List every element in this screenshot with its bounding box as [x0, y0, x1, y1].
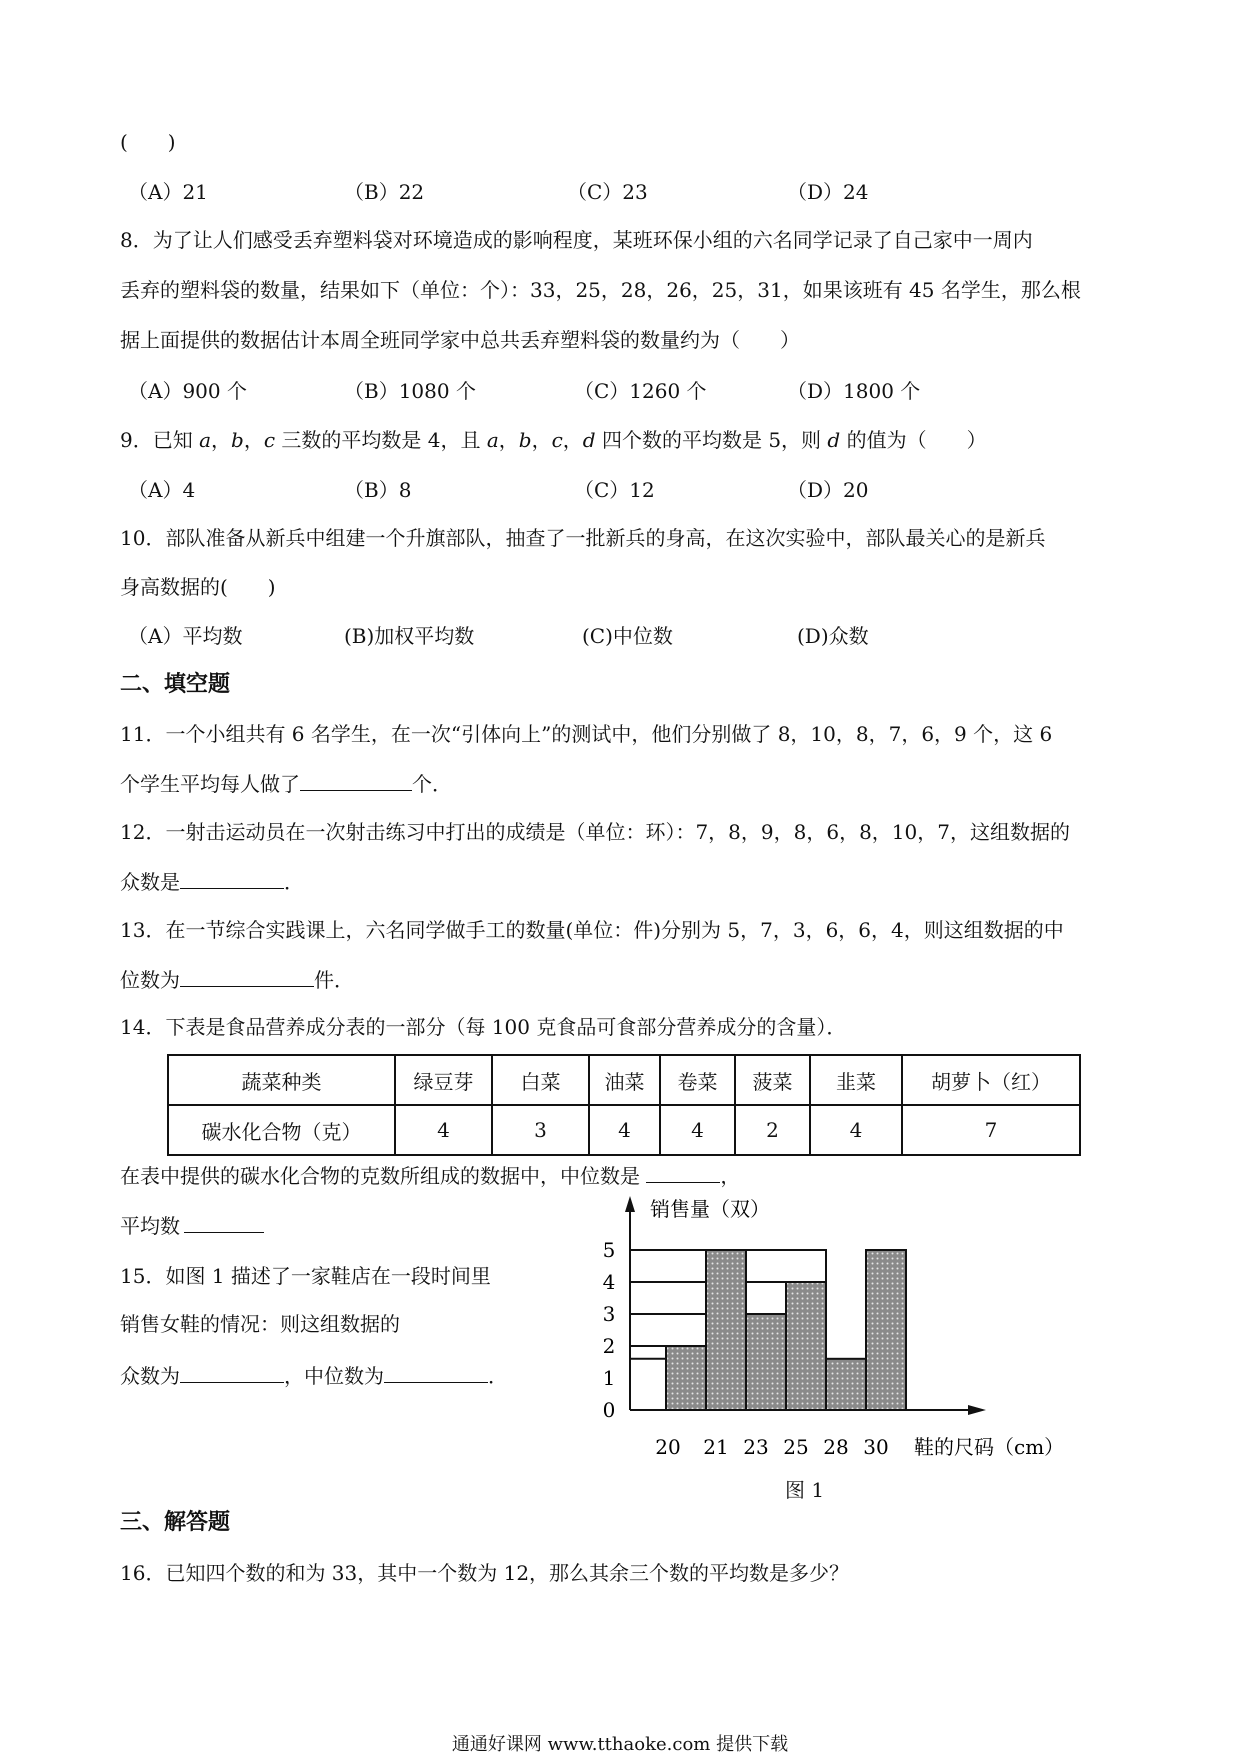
q9-option-c: （C）12 — [574, 478, 655, 502]
q9-line: 9．已知 a，b，c 三数的平均数是 4，且 a，b，c，d 四个数的平均数是 5，则 d 的值为（ ） — [120, 428, 987, 452]
chart-y-ticks — [603, 1238, 616, 1422]
q7-bracket: ( ) — [120, 130, 176, 154]
chart-bar — [746, 1314, 786, 1410]
chart-bar — [786, 1282, 826, 1410]
q8-option-c: （C）1260 个 — [574, 379, 707, 403]
chart-bar — [826, 1359, 866, 1410]
chart-bar — [666, 1346, 706, 1410]
q8-line-2: 丢弃的塑料袋的数量，结果如下（单位：个）：33，25，28，26，25，31，如果该班有 45 名学生，那么根 — [120, 278, 1081, 302]
section-heading-solve: 三、解答题 — [120, 1510, 231, 1535]
q10-line-2: 身高数据的( ) — [120, 575, 276, 599]
chart-bar — [706, 1250, 746, 1410]
chart-bar — [866, 1250, 906, 1410]
y-tick-label: 3 — [602, 1302, 616, 1326]
q7-option-c: （C）23 — [567, 180, 648, 204]
q13-line-1: 13．在一节综合实践课上，六名同学做手工的数量(单位：件)分别为 5，7，3，6，6，4，则这组数据的中 — [120, 918, 1064, 942]
answer-blank — [646, 1160, 720, 1183]
table-cell: 4 — [395, 1105, 492, 1155]
table-cell: 2 — [735, 1105, 810, 1155]
table-cell: 3 — [492, 1105, 589, 1155]
page-footer: 通通好课网 www.tthaoke.com 提供下载 — [451, 1734, 789, 1755]
section-heading-fill-blank: 二、填空题 — [120, 672, 231, 697]
y-tick-label: 4 — [602, 1270, 616, 1294]
q7-option-a: （A）21 — [128, 180, 208, 204]
q10-line-1: 10．部队准备从新兵中组建一个升旗部队，抽查了一批新兵的身高，在这次实验中，部队最关心的是新兵 — [120, 526, 1046, 550]
table-cell: 白菜 — [492, 1055, 589, 1105]
q7-option-d: （D）24 — [787, 180, 869, 204]
q15-line-1: 15．如图 1 描述了一家鞋店在一段时间里 — [120, 1264, 491, 1288]
table-row — [168, 1105, 1080, 1155]
q10-option-b: (B)加权平均数 — [344, 624, 475, 648]
q11-line-1: 11．一个小组共有 6 名学生，在一次“引体向上”的测试中，他们分别做了 8，10，8，7，6，9 个，这 6 — [120, 722, 1053, 746]
q10-option-d: (D)众数 — [797, 624, 869, 648]
table-cell: 绿豆芽 — [395, 1055, 492, 1105]
table-header-row — [168, 1055, 1080, 1105]
chart-bars — [666, 1250, 906, 1410]
table-cell: 胡萝卜（红） — [902, 1055, 1080, 1105]
table-cell: 碳水化合物（克） — [168, 1105, 395, 1155]
q14-line-1: 14．下表是食品营养成分表的一部分（每 100 克食品可食部分营养成分的含量）． — [120, 1015, 847, 1039]
answer-blank — [180, 866, 284, 889]
q14-after-line-1: 在表中提供的碳水化合物的克数所组成的数据中，中位数是 ， — [120, 1160, 740, 1190]
answer-blank — [180, 964, 314, 987]
q8-line-1: 8．为了让人们感受丢弃塑料袋对环境造成的影响程度，某班环保小组的六名同学记录了自己家中一周内 — [120, 228, 1033, 252]
q8-line-3: 据上面提供的数据估计本周全班同学家中总共丢弃塑料袋的数量约为（ ） — [120, 328, 800, 352]
q12-line-2: 众数是 ． — [120, 866, 304, 896]
x-tick-label: 28 — [823, 1435, 849, 1459]
q10-option-a: （A）平均数 — [128, 624, 243, 648]
y-tick-label: 5 — [602, 1238, 616, 1262]
q7-option-b: （B）22 — [344, 180, 425, 204]
q9-option-b: （B）8 — [344, 478, 412, 502]
shoe-sales-chart — [590, 1196, 1090, 1472]
q15-line-3: 众数为 ，中位数为 ． — [120, 1360, 508, 1390]
table-cell: 韭菜 — [810, 1055, 902, 1105]
answer-blank — [300, 768, 412, 791]
q12-line-1: 12．一射击运动员在一次射击练习中打出的成绩是（单位：环）：7，8，9，8，6，8，10，7，这组数据的 — [120, 820, 1070, 844]
chart-x-axis-label: 鞋的尺码（cm） — [914, 1435, 1065, 1459]
q14-after-line-2: 平均数 — [120, 1210, 264, 1240]
q11-line-2: 个学生平均每人做了 个． — [120, 768, 452, 798]
answer-blank — [184, 1210, 264, 1233]
q9-option-d: （D）20 — [787, 478, 869, 502]
x-tick-label: 20 — [655, 1435, 681, 1459]
q15-line-2: 销售女鞋的情况：则这组数据的 — [120, 1312, 400, 1336]
chart-x-ticks — [655, 1435, 888, 1459]
figure-caption: 图 1 — [785, 1478, 825, 1502]
x-axis-arrow — [968, 1405, 986, 1415]
table-cell: 4 — [589, 1105, 660, 1155]
q10-option-c: (C)中位数 — [582, 624, 673, 648]
nutrition-table — [167, 1054, 1081, 1156]
table-cell: 卷菜 — [660, 1055, 735, 1105]
x-tick-label: 21 — [703, 1435, 729, 1459]
y-tick-label: 2 — [602, 1334, 616, 1358]
table-cell: 4 — [660, 1105, 735, 1155]
answer-blank — [384, 1360, 488, 1383]
q9-option-a: （A）4 — [128, 478, 196, 502]
q16-line-1: 16．已知四个数的和为 33，其中一个数为 12，那么其余三个数的平均数是多少？ — [120, 1561, 850, 1585]
table-cell: 油菜 — [589, 1055, 660, 1105]
x-tick-label: 25 — [783, 1435, 809, 1459]
chart-y-axis-label: 销售量（双） — [650, 1197, 770, 1221]
x-tick-label: 23 — [743, 1435, 769, 1459]
answer-blank — [180, 1360, 284, 1383]
table-cell: 菠菜 — [735, 1055, 810, 1105]
x-tick-label: 30 — [863, 1435, 889, 1459]
table-cell: 4 — [810, 1105, 902, 1155]
q13-line-2: 位数为 件． — [120, 964, 354, 994]
q8-option-a: （A）900 个 — [128, 379, 247, 403]
q8-option-b: （B）1080 个 — [344, 379, 476, 403]
table-cell: 蔬菜种类 — [168, 1055, 395, 1105]
q8-option-d: （D）1800 个 — [787, 379, 921, 403]
table-cell: 7 — [902, 1105, 1080, 1155]
y-axis-arrow — [625, 1196, 635, 1212]
y-tick-label: 1 — [602, 1366, 616, 1390]
y-tick-label: 0 — [602, 1398, 616, 1422]
